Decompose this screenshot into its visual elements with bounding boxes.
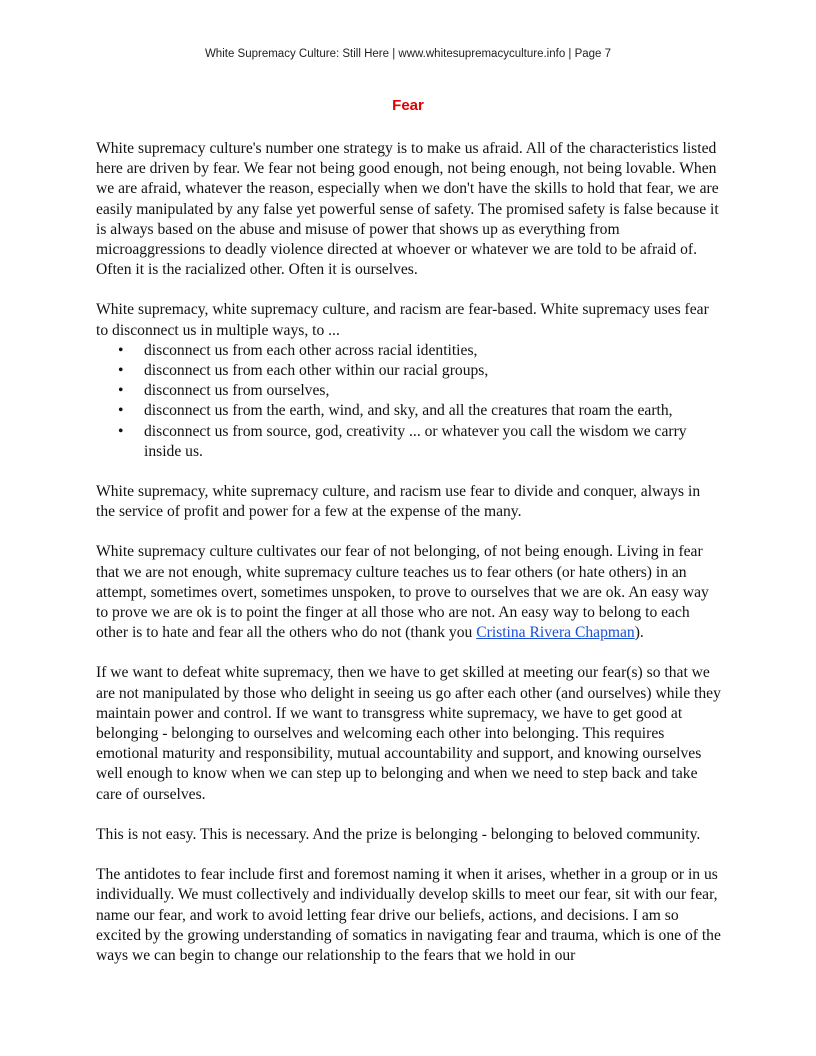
bullet-icon: • <box>118 362 124 380</box>
list-item <box>118 422 722 462</box>
paragraph-2: White supremacy, white supremacy culture, and racism are fear-based. White supremacy uses fear to disconnect us in multiple ways, to ... <box>96 301 709 339</box>
list-item-text: disconnect us from the earth, wind, and sky, and all the creatures that roam the earth, <box>144 402 673 420</box>
list-item <box>118 361 722 381</box>
bullet-list <box>96 341 722 462</box>
paragraph-4-text: White supremacy culture cultivates our fear of not belonging, of not being enough. Living in fear that we are not enough, white supremacy culture teaches us to fear others (or hate others) in an attempt, sometimes overt, sometimes unspoken, to prove to ourselves that we are ok. An easy way to prove we are ok is to point the finger at all those who are not. An easy way to belong to each other is to hate and fear all the others who do not (thank you <box>96 543 709 642</box>
paragraph-6: This is not easy. This is necessary. And the prize is belonging - belonging to beloved community. <box>96 825 701 843</box>
running-header: White Supremacy Culture: Still Here | www.whitesupremacyculture.info | Page 7 <box>204 48 612 60</box>
list-item <box>118 381 722 401</box>
bullet-icon: • <box>118 341 124 359</box>
paragraph-4 <box>96 542 722 643</box>
paragraph-5: If we want to defeat white supremacy, then we have to get skilled at meeting our fear(s) so that we are not manipulated by those who delight in seeing us go after each other (and ourselves) while they maintain power and control. If we want to transgress white supremacy, we have to get good at belonging - belonging to ourselves and welcoming each other into belonging. This requires emotional maturity and responsibility, mutual accountability and support, and knowing ourselves well enough to know when we can step up to belonging and when we need to step back and take care of ourselves. <box>96 664 721 803</box>
list-item-text: disconnect us from each other across racial identities, <box>144 341 478 359</box>
section-title: Fear <box>392 97 424 114</box>
list-item <box>118 341 722 361</box>
bullet-icon: • <box>118 402 124 420</box>
bullet-icon: • <box>118 422 124 440</box>
paragraph-7: The antidotes to fear include first and foremost naming it when it arises, whether in a group or in us individually. We must collectively and individually develop skills to meet our fear, sit with our fear, name our fear, and work to avoid letting fear drive our beliefs, actions, and decisions. I am so excited by the growing understanding of somatics in navigating fear and trauma, which is one of the ways we can begin to change our relationship to the fears that we hold in our <box>96 866 721 964</box>
list-item-text: disconnect us from each other within our racial groups, <box>144 362 489 380</box>
list-item-text: disconnect us from ourselves, <box>144 382 330 400</box>
paragraph-1: White supremacy culture's number one strategy is to make us afraid. All of the characteristics listed here are driven by fear. We fear not being good enough, not being enough, not being lovable. When we are afraid, whatever the reason, especially when we don't have the skills to hold that fear, we are easily manipulated by any false yet powerful sense of safety. The promised safety is false because it is always based on the abuse and misuse of power that shows up as everything from microaggressions to deadly violence directed at whoever or whatever we are told to be afraid of. Often it is the racialized other. Often it is ourselves. <box>96 140 719 279</box>
paragraph-3: White supremacy, white supremacy culture, and racism use fear to divide and conquer, always in the service of profit and power for a few at the expense of the many. <box>96 483 701 521</box>
bullet-icon: • <box>118 382 124 400</box>
paragraph-4-closing: ). <box>634 624 644 642</box>
document-body <box>96 139 722 986</box>
cristina-rivera-chapman-link[interactable]: Cristina Rivera Chapman <box>476 624 635 642</box>
list-item-text: disconnect us from source, god, creativity ... or whatever you call the wisdom we carry inside us. <box>144 422 687 460</box>
list-item <box>118 401 722 421</box>
